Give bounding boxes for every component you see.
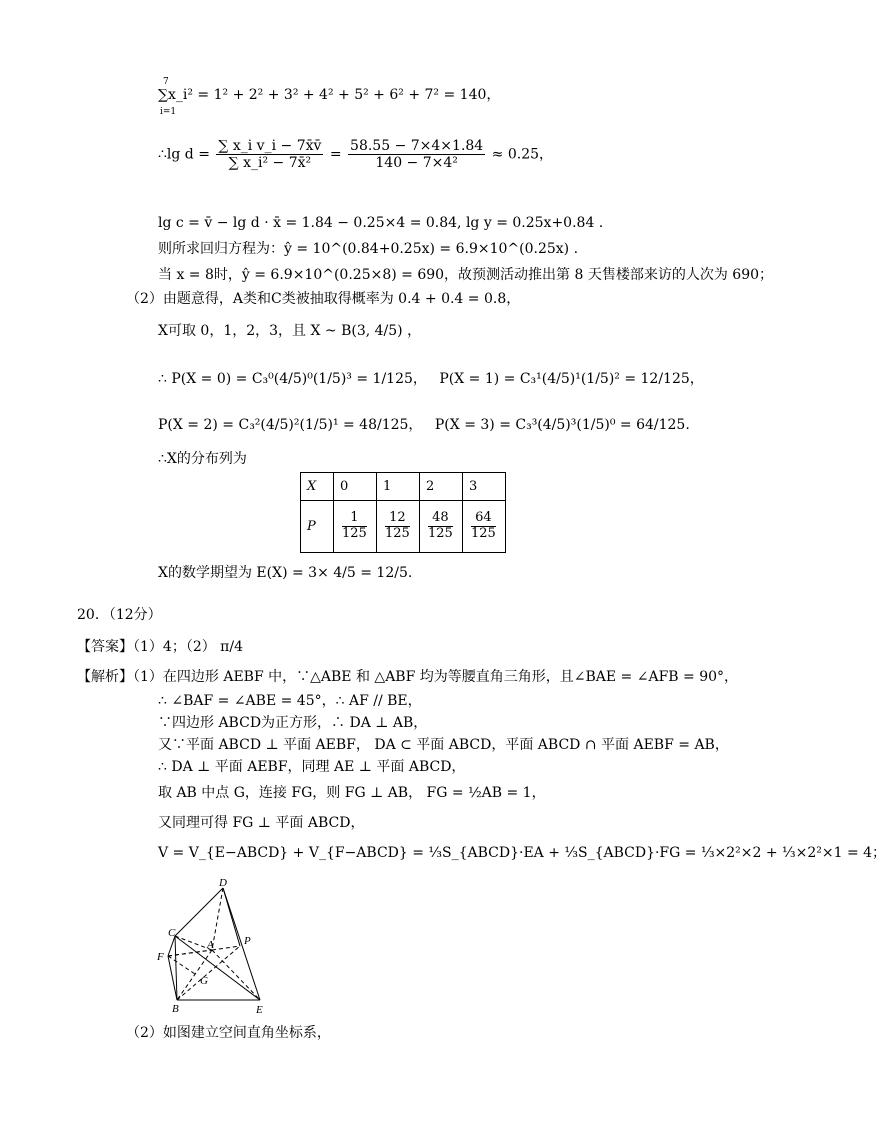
table-cell	[377, 501, 420, 553]
analysis-line: V = V_{E−ABCD} + V_{F−ABCD} = ⅓S_{ABCD}·EA + ⅓S_{ABCD}·FG = ⅓×2²×2 + ⅓×2²×1 = 4；	[158, 845, 886, 861]
table-header-row	[301, 473, 506, 501]
table-row-label: P	[301, 501, 334, 553]
table-cell	[463, 501, 506, 553]
p3-text: P(X = 3) = C₃³(4/5)³(1/5)⁰ = 64/125.	[434, 417, 690, 433]
problem-heading: 20．（12分）	[77, 607, 162, 623]
distribution-title: ∴X的分布列为	[158, 451, 247, 467]
analysis-line: ∵四边形 ABCD为正方形，∴ DA ⊥ AB，	[158, 715, 428, 731]
cell-num: 1	[342, 511, 367, 527]
table-header-cell: 3	[463, 473, 506, 501]
label-A: A	[207, 939, 214, 951]
lgd-formula	[158, 138, 553, 171]
lgd-fraction-numeric	[348, 138, 485, 171]
p0-line	[158, 372, 704, 386]
label-F: F	[157, 951, 164, 963]
label-G: G	[200, 975, 208, 987]
edge-BP	[177, 946, 240, 1000]
analysis-line: ∴ DA ⊥ 平面 AEBF，同理 AE ⊥ 平面 ABCD，	[158, 759, 466, 775]
label-P: P	[244, 935, 251, 947]
analysis-line: 又同理可得 FG ⊥ 平面 ABCD，	[158, 815, 365, 831]
analysis-line: （1）在四边形 AEBF 中，∵△ABE 和 △ABF 均为等腰直角三角形，且∠BAE = ∠AFB = 90°，	[126, 669, 739, 685]
cell-num: 48	[428, 511, 453, 527]
table-cell	[420, 501, 463, 553]
sum-lower-limit: i=1	[160, 107, 177, 117]
cell-den: 125	[385, 526, 410, 541]
lgc-line: lg c = v̄ − lg d · x̄ = 1.84 − 0.25×4 = 0.84, lg y = 0.25x+0.84 .	[158, 215, 604, 231]
edge-AE	[212, 950, 260, 1000]
edge-DE	[223, 888, 260, 1000]
lgd-result: ≈ 0.25，	[491, 146, 554, 163]
binomial-line: X可取 0，1，2，3，且 X ~ B(3, 4/5) ，	[158, 323, 422, 339]
edge-FC	[168, 936, 175, 956]
label-B: B	[172, 1003, 179, 1015]
lgd-numerator: ∑ x_i v_i − 7x̄v̄	[218, 138, 322, 154]
cell-den: 125	[342, 526, 367, 541]
lgd-fraction-symbolic	[216, 138, 323, 171]
lgd-denominator-numeric: 140 − 7×4²	[375, 155, 458, 172]
prediction-line: 当 x = 8时，ŷ = 6.9×10^(0.25×8) = 690，故预测活动推出第 8 天售楼部来访的人次为 690；	[158, 267, 774, 283]
table-header-cell: X	[301, 473, 334, 501]
sum-x2-text: ∑x_i² = 1² + 2² + 3² + 4² + 5² + 6² + 7² = 140，	[158, 87, 501, 103]
analysis-line: 又∵平面 ABCD ⊥ 平面 AEBF， DA ⊂ 平面 ABCD，平面 ABCD ∩ 平面 AEBF = AB，	[158, 737, 729, 753]
lgd-numerator-numeric: 58.55 − 7×4×1.84	[350, 138, 484, 154]
regression-line: 则所求回归方程为：ŷ = 10^(0.84+0.25x) = 6.9×10^(0.25x) .	[158, 241, 579, 257]
cell-den: 125	[428, 526, 453, 541]
analysis-line: 取 AB 中点 G，连接 FG，则 FG ⊥ AB， FG = ½AB = 1，	[158, 785, 546, 801]
lgd-label: ∴lg d =	[158, 146, 210, 163]
table-header-cell: 0	[334, 473, 377, 501]
p2-text: P(X = 2) = C₃²(4/5)²(1/5)¹ = 48/125，	[158, 417, 423, 433]
label-D: D	[219, 877, 227, 889]
part2-coordinate-line: （2）如图建立空间直角坐标系，	[126, 1025, 331, 1041]
table-header-cell: 1	[377, 473, 420, 501]
edge-DC	[175, 888, 223, 936]
part2-intro: （2）由题意得，A类和C类被抽取得概率为 0.4 + 0.4 = 0.8，	[126, 291, 521, 307]
edge-DA-P	[223, 888, 240, 946]
geometry-figure	[150, 876, 280, 1016]
distribution-table	[300, 472, 506, 553]
table-cell	[334, 501, 377, 553]
edge-FG	[168, 956, 195, 974]
label-E: E	[256, 1004, 263, 1016]
analysis-line: ∴ ∠BAF = ∠ABE = 45°，∴ AF // BE，	[158, 693, 422, 709]
sum-upper-limit: 7	[163, 77, 169, 87]
cell-num: 64	[471, 511, 496, 527]
lgd-denominator: ∑ x_i² − 7x̄²	[228, 155, 312, 172]
p1-text: P(X = 1) = C₃¹(4/5)¹(1/5)² = 12/125，	[439, 371, 704, 387]
table-header-cell: 2	[420, 473, 463, 501]
p2-line	[158, 418, 690, 432]
edge-FA2	[168, 950, 212, 956]
cell-den: 125	[471, 526, 496, 541]
expectation-line: X的数学期望为 E(X) = 3× 4/5 = 12/5.	[158, 565, 413, 581]
sum-x2-line	[158, 88, 500, 102]
p0-text: ∴ P(X = 0) = C₃⁰(4/5)⁰(1/5)³ = 1/125，	[158, 371, 427, 387]
answer-line: 【答案】（1）4；（2） π/4	[77, 639, 243, 655]
table-row	[301, 501, 506, 553]
label-C: C	[168, 927, 176, 939]
cell-num: 12	[385, 511, 410, 527]
analysis-tag: 【解析】	[77, 669, 133, 685]
equals-sign: =	[329, 146, 342, 163]
